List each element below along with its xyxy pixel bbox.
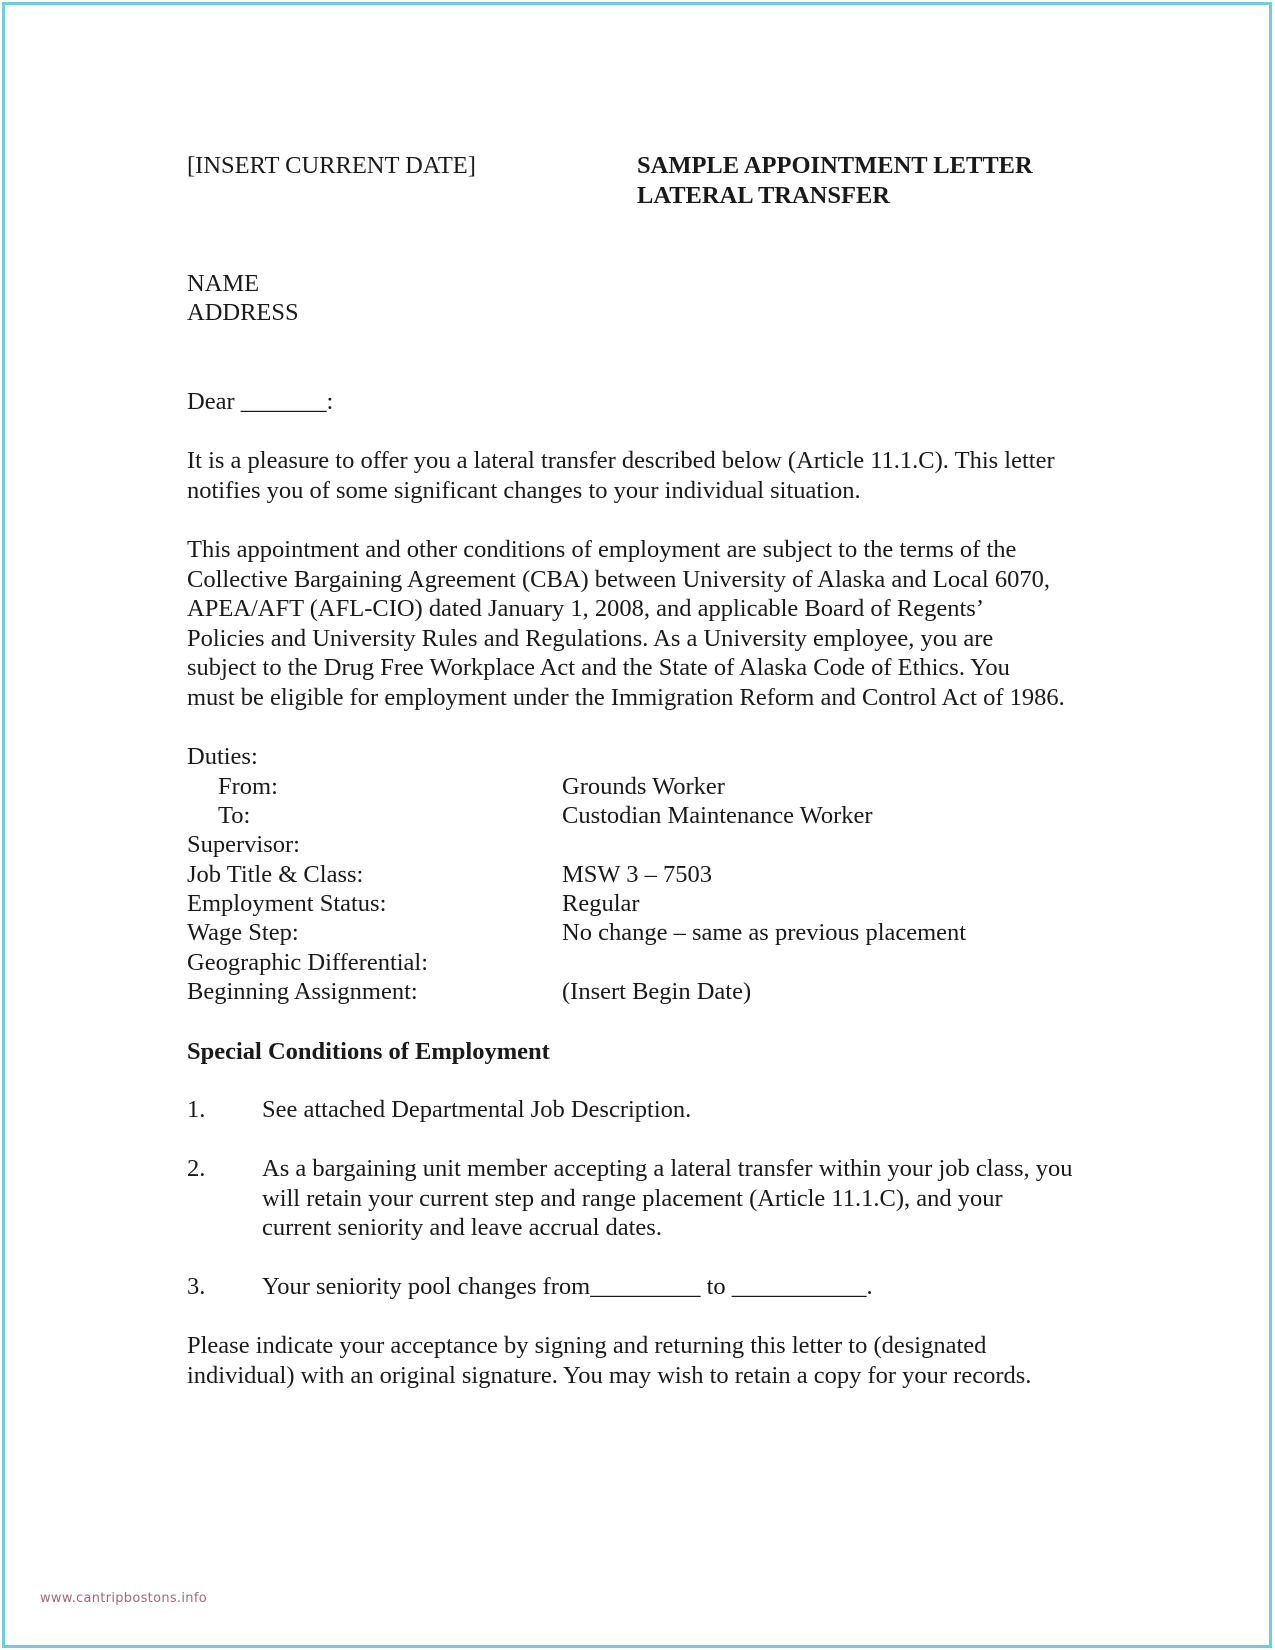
paragraph-line: notifies you of some significant changes to your individual situation. — [187, 476, 861, 504]
condition-text — [262, 1154, 1073, 1243]
closing-paragraph — [187, 1331, 1107, 1390]
intro-paragraph — [187, 446, 1107, 505]
duties-value: (Insert Begin Date) — [562, 978, 752, 1005]
duties-value: MSW 3 – 7503 — [562, 861, 712, 888]
condition-line: As a bargaining unit member accepting a lateral transfer within your job class, you — [262, 1155, 1073, 1182]
condition-number: 1. — [187, 1096, 206, 1123]
duties-label: Wage Step: — [187, 919, 299, 946]
duties-label: To: — [218, 802, 251, 829]
recipient-address: ADDRESS — [187, 299, 299, 326]
duties-label: Geographic Differential: — [187, 949, 429, 976]
paragraph-line: It is a pleasure to offer you a lateral transfer described below (Article 11.1.C). This letter — [187, 447, 1055, 474]
letter-title-line2: LATERAL TRANSFER — [637, 182, 891, 209]
duties-row-to — [187, 801, 1087, 831]
duties-row-job-title — [187, 860, 1087, 890]
paragraph-line: individual) with an original signature. You may wish to retain a copy for your records. — [187, 1361, 1032, 1389]
duties-row-employment-status — [187, 889, 1087, 919]
duties-label: Beginning Assignment: — [187, 978, 418, 1005]
watermark-url: www.cantripbostons.info — [40, 1591, 207, 1606]
condition-number: 3. — [187, 1273, 206, 1300]
paragraph-line: subject to the Drug Free Workplace Act and the State of Alaska Code of Ethics. You — [187, 654, 1010, 681]
paragraph-line: This appointment and other conditions of employment are subject to the terms of the — [187, 536, 1017, 563]
duties-heading: Duties: — [187, 743, 258, 770]
duties-row-wage-step — [187, 918, 1087, 948]
special-conditions-heading: Special Conditions of Employment — [187, 1038, 550, 1065]
duties-label: From: — [218, 773, 278, 800]
paragraph-line: APEA/AFT (AFL-CIO) dated January 1, 2008, and applicable Board of Regents’ — [187, 595, 984, 622]
condition-text — [262, 1272, 873, 1302]
terms-paragraph — [187, 535, 1107, 712]
condition-number: 2. — [187, 1155, 206, 1182]
condition-line: will retain your current step and range placement (Article 11.1.C), and your — [262, 1184, 1003, 1212]
duties-row-geographic — [187, 948, 1087, 978]
duties-value: No change – same as previous placement — [562, 919, 967, 946]
duties-label: Supervisor: — [187, 831, 300, 858]
paragraph-line: Policies and University Rules and Regulations. As a University employee, you are — [187, 624, 994, 652]
duties-label: Job Title & Class: — [187, 861, 364, 888]
duties-value: Grounds Worker — [562, 773, 725, 800]
duties-row-supervisor — [187, 830, 1087, 860]
date-placeholder: [INSERT CURRENT DATE] — [187, 152, 476, 179]
duties-row-beginning — [187, 977, 1087, 1007]
paragraph-line: Collective Bargaining Agreement (CBA) between University of Alaska and Local 6070, — [187, 565, 1050, 593]
letter-title-line1: SAMPLE APPOINTMENT LETTER — [637, 152, 1033, 179]
duties-label: Employment Status: — [187, 890, 387, 917]
duties-value: Custodian Maintenance Worker — [562, 802, 873, 829]
condition-text — [262, 1095, 691, 1125]
paragraph-line: Please indicate your acceptance by signing and returning this letter to (designated — [187, 1332, 987, 1359]
paragraph-line: must be eligible for employment under the Immigration Reform and Control Act of 1986. — [187, 683, 1065, 711]
recipient-name: NAME — [187, 270, 260, 297]
salutation: Dear _______: — [187, 388, 334, 415]
condition-line: Your seniority pool changes from_________ to ___________. — [262, 1273, 873, 1300]
condition-line: See attached Departmental Job Description. — [262, 1096, 692, 1123]
duties-value: Regular — [562, 890, 640, 917]
condition-line: current seniority and leave accrual dates. — [262, 1214, 662, 1241]
duties-row-from — [187, 772, 1087, 802]
